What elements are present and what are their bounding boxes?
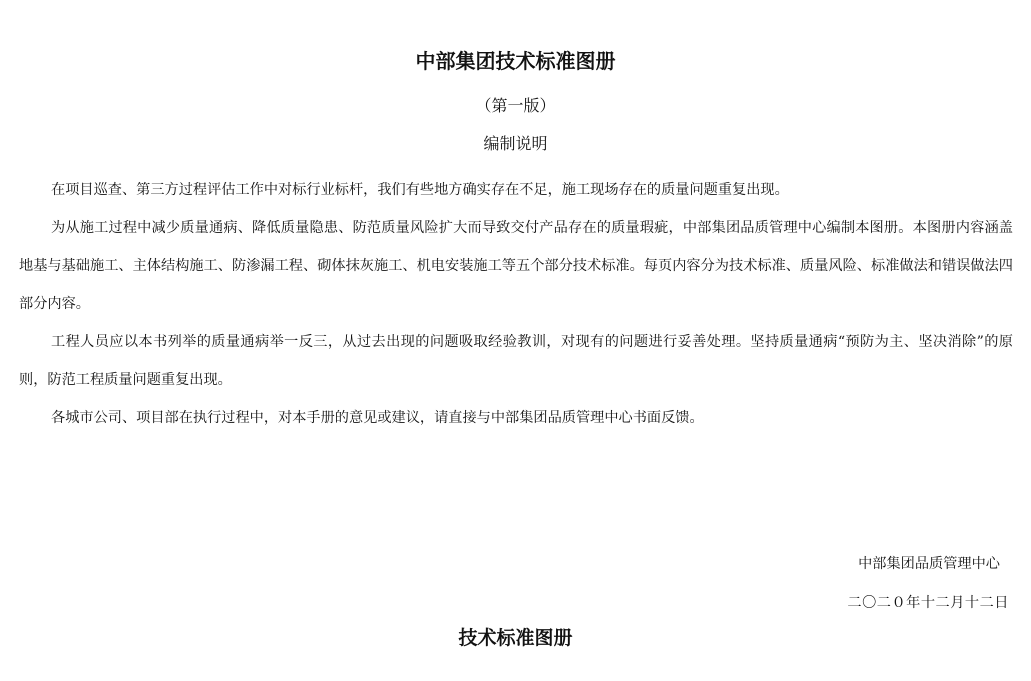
paragraph-1: 在项目巡查、第三方过程评估工作中对标行业标杆，我们有些地方确实存在不足，施工现场存在的质量问题重复出现。: [51, 182, 789, 198]
document-title: 中部集团技术标准图册: [415, 49, 616, 73]
section-heading: 编制说明: [483, 134, 548, 153]
paragraph-2: 为从施工过程中减少质量通病、降低质量隐患、防范质量风险扩大而导致交付产品存在的质量瑕疵，中部集团品质管理中心编制本图册。本图册内容涵盖地基与基础施工、主体结构施工、防渗漏工程、砌体抹灰施工、机电安装施工等五个部分技术标准。每页内容分为技术标准、质量风险、标准做法和错误做法四部分内容。: [19, 220, 1013, 312]
paragraph-3: 工程人员应以本书列举的质量通病举一反三，从过去出现的问题吸取经验教训，对现有的问题进行妥善处理。坚持质量通病“预防为主、坚决消除”的原则，防范工程质量问题重复出现。: [19, 334, 1013, 388]
signature: 中部集团品质管理中心: [858, 556, 1000, 572]
date: 二〇二０年十二月十二日: [847, 595, 1009, 611]
body-text: [19, 171, 1013, 437]
paragraph-4: 各城市公司、项目部在执行过程中，对本手册的意见或建议，请直接与中部集团品质管理中心书面反馈。: [51, 410, 704, 426]
next-section-title: 技术标准图册: [458, 627, 573, 649]
edition-label: （第一版）: [475, 96, 556, 115]
